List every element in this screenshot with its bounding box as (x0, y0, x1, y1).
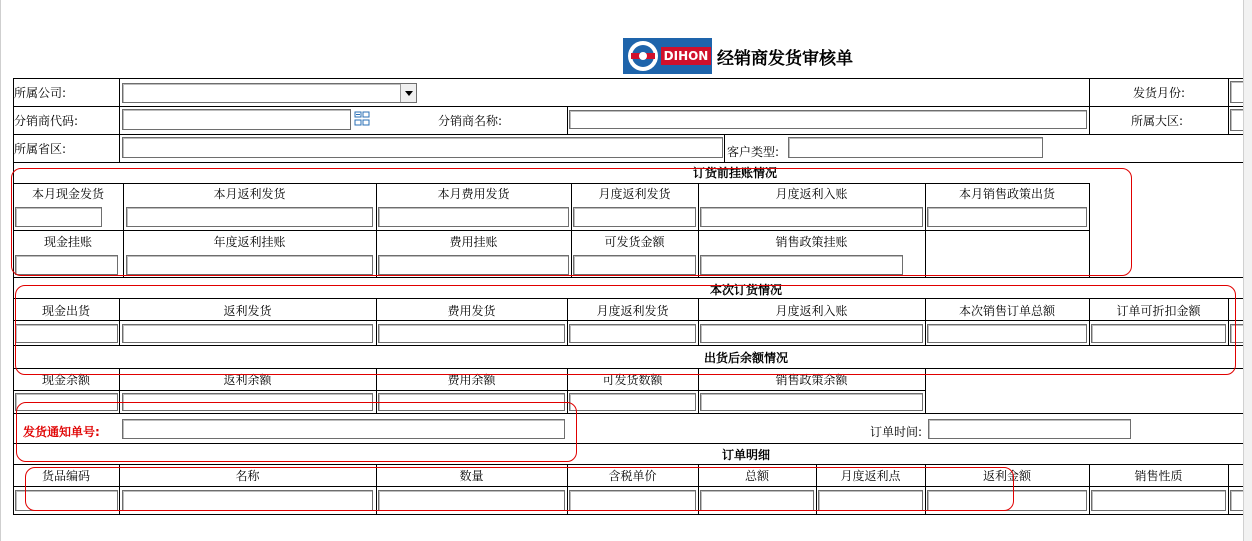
col-header: 现金余额 (41, 373, 90, 387)
col-header: 销售政策余额 (775, 373, 848, 387)
grid-line (13, 134, 1244, 135)
detail-extra-input[interactable] (1230, 490, 1244, 511)
col-header: 本次销售订单总额 (958, 304, 1055, 318)
annotation-box-notice (16, 402, 577, 462)
grid-line (1228, 464, 1229, 514)
col-header: 返利发货 (223, 304, 272, 318)
col-header: 数量 (459, 469, 484, 483)
grid-line (13, 277, 1244, 278)
annotation-box-pre-order (11, 168, 1132, 276)
ship-month-input[interactable] (1230, 81, 1244, 103)
grid-line (13, 106, 1244, 107)
distributor-code-input[interactable] (122, 109, 351, 130)
col-header: 月度返利发货 (598, 187, 671, 201)
chevron-down-icon (401, 84, 417, 102)
distributor-name-label: 分销商名称: (438, 114, 503, 128)
order-time-label: 订单时间: (870, 425, 923, 439)
logo-emblem-icon (625, 38, 661, 74)
col-header: 货品编码 (41, 469, 90, 483)
province-input[interactable] (122, 137, 723, 158)
col-header: 可发货金额 (604, 235, 665, 249)
page-title: 经销商发货审核单 (717, 49, 853, 69)
logo-brand-text: DIHON (661, 47, 711, 65)
col-header: 订单可折扣金额 (1116, 304, 1201, 318)
distributor-name-input[interactable] (569, 110, 1087, 129)
shippable-quantity-input[interactable] (569, 393, 696, 411)
section-balance-after: 出货后余额情况 (703, 351, 788, 365)
col-header: 月度返利入账 (775, 304, 848, 318)
grid-line (1228, 78, 1229, 134)
col-header: 返利金额 (982, 469, 1031, 483)
col-header: 费用发货 (447, 304, 496, 318)
region-label: 所属大区: (1131, 114, 1184, 128)
page-scroll-edge (1243, 0, 1252, 541)
col-header: 现金挂账 (43, 235, 92, 249)
section-current-order: 本次订货情况 (709, 283, 782, 297)
col-header: 费用余额 (447, 373, 496, 387)
annotation-box-current-order (15, 285, 1236, 375)
col-header: 销售性质 (1134, 469, 1183, 483)
col-header: 月度返利入账 (775, 187, 848, 201)
company-select[interactable] (122, 83, 417, 103)
col-header: 返利余额 (223, 373, 272, 387)
grid-line (13, 514, 1244, 515)
dihon-logo (623, 38, 712, 74)
company-label: 所属公司: (14, 86, 67, 100)
col-header: 费用挂账 (449, 235, 498, 249)
grid-line (13, 464, 1244, 465)
col-header: 月度返利点 (840, 469, 901, 483)
grid-line (13, 78, 1244, 79)
col-header: 本月销售政策出货 (958, 187, 1055, 201)
province-label: 所属省区: (14, 142, 67, 156)
col-header: 月度返利发货 (596, 304, 669, 318)
shipping-notice-label: 发货通知单号: (23, 425, 100, 439)
col-header: 含税单价 (608, 469, 657, 483)
col-header: 现金出货 (41, 304, 90, 318)
detail-sale-type-input[interactable] (1091, 490, 1226, 511)
col-header: 本月现金发货 (31, 187, 104, 201)
col-header: 销售政策挂账 (775, 235, 848, 249)
ship-month-label: 发货月份: (1133, 86, 1186, 100)
dropdown-button[interactable] (400, 84, 416, 102)
section-order-detail: 订单明细 (721, 448, 770, 462)
region-input[interactable] (1230, 109, 1244, 131)
col-header: 名称 (235, 469, 260, 483)
col-header: 可发货数额 (602, 373, 663, 387)
col-header: 年度返利挂账 (213, 235, 286, 249)
distributor-code-label: 分销商代码: (14, 114, 79, 128)
lookup-grid-icon[interactable] (354, 111, 370, 127)
order-time-input[interactable] (928, 419, 1131, 439)
customer-type-input[interactable] (788, 137, 1043, 158)
section-pre-order: 订货前挂账情况 (692, 166, 777, 180)
policy-balance-input[interactable] (700, 393, 923, 411)
grid-line (724, 134, 725, 162)
grid-line (567, 106, 568, 134)
customer-type-label: 客户类型: (727, 145, 780, 159)
grid-line (1089, 78, 1090, 134)
grid-line (13, 390, 925, 391)
col-header: 本月返利发货 (213, 187, 286, 201)
grid-line (119, 78, 120, 162)
annotation-box-detail (25, 467, 1014, 511)
col-header: 本月费用发货 (437, 187, 510, 201)
col-header: 总额 (744, 469, 769, 483)
grid-line (13, 162, 1244, 163)
